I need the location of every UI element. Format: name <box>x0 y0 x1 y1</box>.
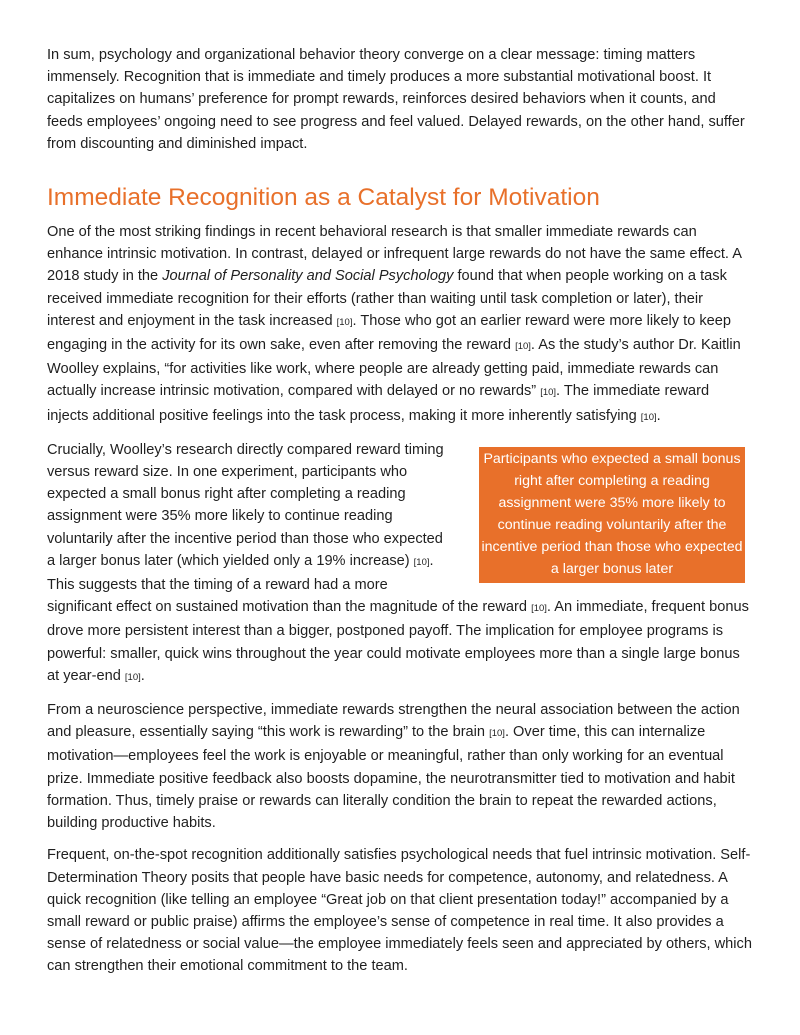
citation: [10] <box>413 556 430 568</box>
citation: [10] <box>124 671 141 683</box>
pull-quote-callout: Participants who expected a small bonus right after completing a reading assignment were 35% more likely to continue reading voluntarily after the incentive period than those who expected a larger bonus later <box>479 447 745 583</box>
citation: [10] <box>515 341 531 353</box>
citation: [10] <box>540 387 557 399</box>
citation: [10] <box>336 316 353 328</box>
journal-title: Journal of Personality and Social Psychology <box>162 268 454 285</box>
document-page <box>47 44 753 978</box>
section-heading: Immediate Recognition as a Catalyst for Motivation <box>47 184 600 212</box>
citation: [10] <box>489 728 505 740</box>
citation: [10] <box>640 411 657 423</box>
paragraph-timing-vs-size: Participants who expected a small bonus right after completing a reading assignment were 35% more likely to continue reading voluntarily after the incentive period than those who expected a larger bonus later Crucially, Woolley’s research directly compared reward timing versus reward size. In one experiment, participants who expected a small bonus right after completing a reading assignment were 35% more likely to continue reading voluntarily after the incentive period than those who expected a larger bonus later (which yielded only a 19% increase) [10]. This suggests that the timing of a reward had a more significant effect on sustained motivation than the magnitude of the reward [10]. An immediate, frequent bonus drove more persistent interest than a bigger, postponed payoff. The implication for employee programs is powerful: smaller, quick wins throughout the year could motivate employees more than a single large bonus at year-end [10]. <box>47 441 749 684</box>
paragraph-neuroscience: From a neuroscience perspective, immediate rewards strengthen the neural association between the action and pleasure, essentially saying “this work is rewarding” to the brain [10]. Over time, this can internalize motivation—employees feel the work is enjoyable or meaningful, rather than only working for an eventual prize. Immediate positive feedback also boosts dopamine, the neurotransmitter tied to motivation and habit formation. Thus, timely praise or rewards can literally condition the brain to repeat the rewarded actions, building productive habits. <box>47 702 740 832</box>
citation: [10] <box>531 603 547 615</box>
paragraph-self-determination: Frequent, on-the-spot recognition additionally satisfies psychological needs that fuel intrinsic motivation. Self-Determination Theory posits that people have basic needs for competence, autonomy, and relatedness. A quick recognition (like telling an employee “Great job on that client presentation today!” accompanied by a small reward or public praise) affirms the employee’s sense of competence in real time. It also provides a sense of relatedness or social value—the employee immediately feels seen and appreciated by others, which can strengthen their emotional commitment to the team. <box>47 847 752 975</box>
paragraph-intrinsic-motivation: One of the most striking findings in recent behavioral research is that smaller immediate rewards can enhance intrinsic motivation. In contrast, delayed or infrequent large rewards do not have the same effect. A 2018 study in the Journal of Personality and Social Psychology found that when people working on a task received immediate recognition for their efforts (rather than waiting until task completion or later), their interest and enjoyment in the task increased [10]. Those who got an earlier reward were more likely to keep engaging in the activity for its own sake, even after removing the reward [10]. As the study’s author Dr. Kaitlin Woolley explains, “for activities like work, where people are already getting paid, immediate rewards can actually increase intrinsic motivation, compared with delayed or no rewards” [10]. The immediate reward injects additional positive feelings into the task process, making it more inherently satisfying [10]. <box>47 224 742 424</box>
intro-paragraph: In sum, psychology and organizational behavior theory converge on a clear message: timing matters immensely. Recognition that is immediate and timely produces a more substantial motivational boost. It capitalizes on humans’ preference for prompt rewards, reinforces desired behaviors when it counts, and feeds employees’ ongoing need to see progress and feel valued. Delayed rewards, on the other hand, suffer from discounting and diminished impact. <box>47 47 745 152</box>
